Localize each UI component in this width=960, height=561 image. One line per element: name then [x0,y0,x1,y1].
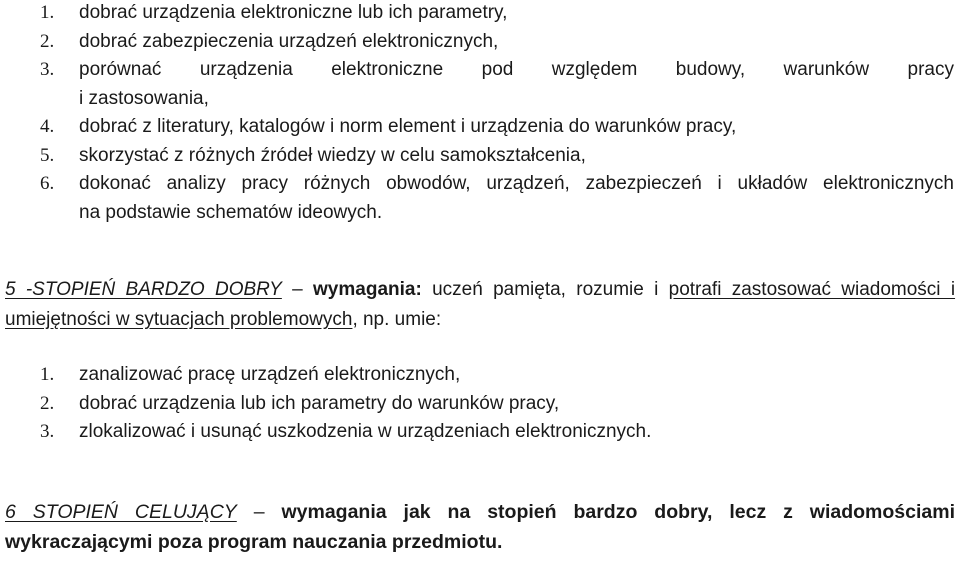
grade-5-requirements-label: wymagania: [313,279,422,300]
grade-6-dash: – [253,501,265,523]
grade-6-text-line2: wykraczającymi poza program nauczania przedmiotu. [5,531,503,553]
list-item-text: zlokalizować i usunąć uszkodzenia w urządzeniach elektronicznych. [79,421,652,442]
requirements-list-top [0,0,960,227]
list-item-text: dobrać urządzenia elektroniczne lub ich parametry, [79,2,508,23]
grade-6-paragraph [5,497,955,557]
list-item [0,170,960,227]
grade-6-line1 [5,497,955,527]
grade-5-text-end: , np. umie: [352,309,442,330]
list-number: 5. [40,144,55,166]
list-number: 2. [40,30,55,52]
grade-5-dash: – [292,279,303,300]
grade-5-line2 [5,305,955,335]
list-item [0,361,960,390]
grade-5-line1 [5,275,955,305]
list-item-text-line1: porównać urządzenia elektroniczne pod względem budowy, warunków pracy [79,59,954,80]
list-number: 1. [40,364,55,385]
list-item-text: dobrać z literatury, katalogów i norm element i urządzenia do warunków pracy, [79,116,737,137]
grade-6-label: 6 STOPIEŃ CELUJĄCY [5,501,237,523]
list-number: 3. [40,59,55,80]
list-item-text-line2: i zastosowania, [79,87,209,109]
list-item-text: zanalizować pracę urządzeń elektronicznych, [79,364,461,385]
grade-5-paragraph [5,275,955,335]
list-item-text: dobrać zabezpieczenia urządzeń elektronicznych, [79,30,499,52]
list-number: 1. [40,2,55,23]
list-item-text: dobrać urządzenia lub ich parametry do warunków pracy, [79,392,560,414]
list-number: 6. [40,173,55,194]
list-item [0,28,960,57]
grade-5-underlined-text-2: umiejętności w sytuacjach problemowych [5,309,353,330]
list-item [0,390,960,419]
list-item [0,418,960,447]
grade-5-label: 5 -STOPIEŃ BARDZO DOBRY [5,279,282,300]
list-item [0,142,960,171]
list-item [0,113,960,142]
list-number: 4. [40,116,55,137]
grade-5-underlined-text: potrafi zastosować wiadomości i [668,279,956,300]
list-item-text-line2: na podstawie schematów ideowych. [79,201,383,223]
list-item-text: skorzystać z różnych źródeł wiedzy w celu samokształcenia, [79,144,586,166]
grade-6-text-line1: wymagania jak na stopień bardzo dobry, lecz z wiadomościami [281,501,955,523]
list-item [0,0,960,28]
list-number: 2. [40,392,55,414]
grade-5-text: uczeń pamięta, rozumie i [432,279,659,300]
list-item-text-line1: dokonać analizy pracy różnych obwodów, urządzeń, zabezpieczeń i układów elektronicznych [79,173,954,194]
list-number: 3. [40,421,55,442]
list-item [0,56,960,113]
requirements-list-bottom [0,361,960,447]
